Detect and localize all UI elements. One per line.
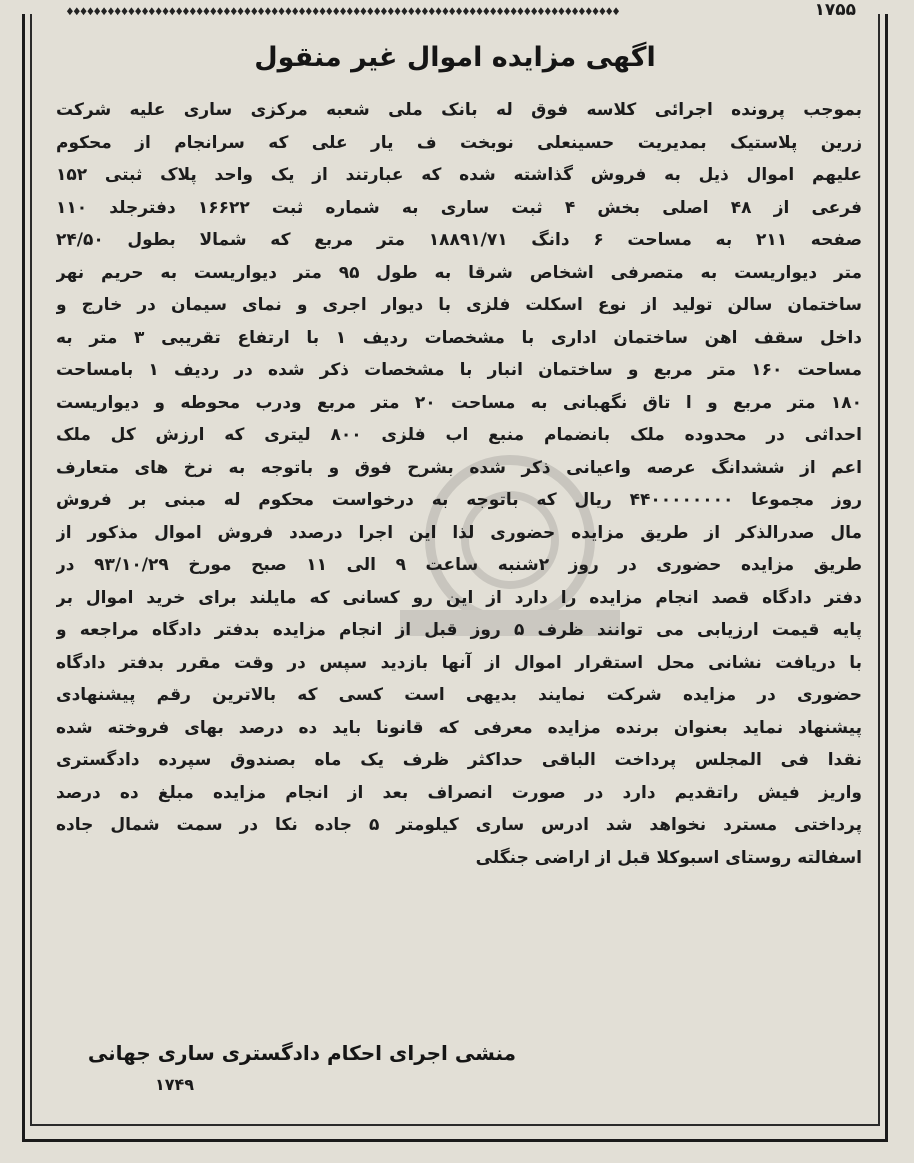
notice-line: نقدا فی المجلس پرداخت الباقی حداکثر ظرف یک ماه بصندوق سپرده دادگستری — [56, 750, 862, 770]
notice-line: مساحت ۱۶۰ متر مربع و ساختمان انبار با مشخصات ذکر شده در ردیف ۱ بامساحت — [56, 360, 862, 380]
notice-line: زرین پلاستیک بمدیریت حسینعلی نوبخت ف یار علی که سرانجام از محکوم — [56, 132, 862, 153]
notice-line: فرعی از ۴۸ اصلی بخش ۴ ثبت ساری به شماره ثبت ۱۶۶۲۲ دفترجلد ۱۱۰ — [56, 197, 862, 218]
notice-line: پرداختی مسترد نخواهد شد ادرس ساری کیلومتر ۵ جاده نکا در سمت شمال جاده — [56, 815, 862, 835]
notice-line: متر دیواریست به متصرفی اشخاص شرقا به طول ۹۵ متر دیواریست به حریم نهر — [56, 262, 862, 283]
issue-number: ۱۷۵۵ — [810, 0, 860, 20]
notice-line: ساختمان سالن تولید از نوع اسکلت فلزی با دیوار اجری و نمای سیمان در خارج و — [56, 295, 862, 315]
decorative-top-rule: ♦♦♦♦♦♦♦♦♦♦♦♦♦♦♦♦♦♦♦♦♦♦♦♦♦♦♦♦♦♦♦♦♦♦♦♦♦♦♦♦♦♦♦♦♦♦♦♦♦♦♦♦♦♦♦♦♦♦♦♦♦♦♦♦♦♦♦♦♦♦♦♦♦♦♦♦♦♦♦♦♦ — [66, 5, 619, 20]
notice-line: پیشنهاد نماید بعنوان برنده مزایده معرفی که قانونا باید ده درصد بهای فروخته شده — [56, 717, 862, 738]
notice-line: با دریافت نشانی محل استقرار اموال از آنها بازدید سپس در وقت مقرر بدفتر دادگاه — [56, 652, 862, 673]
notice-title: اگهی مزایده اموال غیر منقول — [254, 42, 656, 73]
footer-number: ۱۷۴۹ — [154, 1075, 194, 1094]
notice-line: ۱۸۰ متر مربع و ا تاق نگهبانی به مساحت ۲۰ متر مربع ودرب محوطه و دیواریست — [56, 392, 862, 413]
notice-line: حضوری در مزایده شرکت نمایند بدیهی است کسی که بالاترین رقم پیشنهادی — [56, 685, 862, 705]
notice-line: روز مجموعا ۴۴۰۰۰۰۰۰۰۰ ریال که باتوجه به درخواست محکوم له مبنی بر فروش — [56, 490, 862, 510]
notice-line: دفتر دادگاه قصد انجام مزایده را دارد از این رو کسانی که مایلند برای خرید اموال بر — [56, 587, 862, 608]
notice-line: واریز فیش راتقدیم دارد در صورت انصراف بعد از انجام مزایده مبلغ ده درصد — [56, 782, 862, 803]
notice-line: احداثی در محدوده ملک بانضمام منبع اب فلزی ۸۰۰ لیتری که ارزش کل ملک — [56, 425, 862, 445]
notice-line: داخل سقف اهن ساختمان اداری با مشخصات ردیف ۱ با ارتفاع تقریبی ۳ متر به — [56, 327, 862, 348]
notice-line: پایه قیمت ارزیابی می توانند ظرف ۵ روز قبل از انجام مزایده بدفتر دادگاه مراجعه و — [56, 620, 862, 640]
notice-line: مال صدرالذکر از طریق مزایده حضوری لذا این اجرا درصدد فروش اموال مذکور از — [56, 522, 862, 543]
signature-line: منشی اجرای احکام دادگستری ساری جهانی — [87, 1041, 516, 1065]
notice-line: علیهم اموال ذیل به فروش گذاشته شده که عبارتند از یک واحد پلاک ثبتی ۱۵۲ — [56, 165, 862, 185]
notice-line: اعم از ششدانگ عرصه واعیانی ذکر شده بشرح فوق و باتوجه به نرخ های متعارف — [56, 457, 862, 478]
notice-line: اسفالته روستای اسبوکلا قبل از اراضی جنگلی — [475, 847, 862, 868]
notice-line: بموجب پرونده اجرائی کلاسه فوق له بانک ملی شعبه مرکزی ساری علیه شرکت — [56, 100, 862, 120]
notice-line: صفحه ۲۱۱ به مساحت ۶ دانگ ۱۸۸۹۱/۷۱ متر مربع که شمالا بطول ۲۴/۵۰ — [56, 230, 862, 250]
notice-line: طریق مزایده حضوری در روز ۲شنبه ساعت ۹ الی ۱۱ صبح مورخ ۹۳/۱۰/۲۹ در — [56, 555, 862, 575]
notice-body — [56, 94, 862, 874]
